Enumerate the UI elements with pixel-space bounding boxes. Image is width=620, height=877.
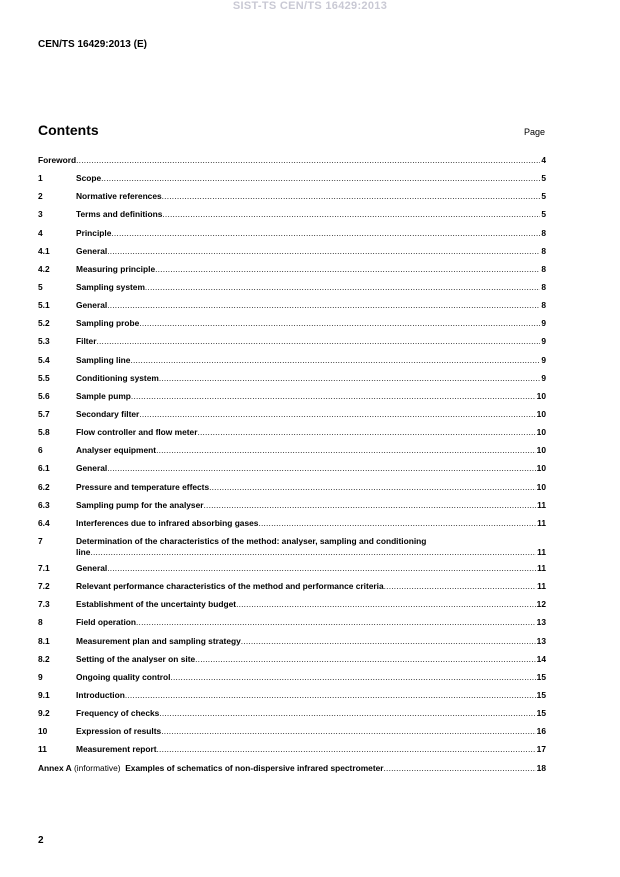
toc-number: 5.4 bbox=[38, 354, 50, 365]
toc-number: 7.1 bbox=[38, 562, 50, 573]
toc-entry[interactable] bbox=[38, 282, 546, 300]
toc-title: Pressure and temperature effects bbox=[76, 481, 210, 492]
toc-page-number: 9 bbox=[541, 354, 546, 365]
toc-entry[interactable] bbox=[38, 708, 546, 726]
toc-number: 6.2 bbox=[38, 481, 50, 492]
dot-leader bbox=[131, 391, 536, 401]
dot-leader bbox=[107, 463, 535, 473]
toc-entry[interactable] bbox=[38, 409, 546, 427]
toc-title: General bbox=[76, 562, 108, 573]
toc-entry[interactable] bbox=[38, 563, 546, 581]
toc-title: Conditioning system bbox=[76, 372, 159, 383]
toc-title: Measurement plan and sampling strategy bbox=[76, 635, 241, 646]
toc-entry[interactable] bbox=[38, 482, 546, 500]
toc-title: Flow controller and flow meter bbox=[76, 427, 198, 438]
toc-title: Interferences due to infrared absorbing gases bbox=[76, 517, 259, 528]
toc-entry[interactable] bbox=[38, 300, 546, 318]
toc-page-number: 15 bbox=[536, 671, 546, 682]
toc-title: Foreword bbox=[38, 155, 77, 165]
page-column-label: Page bbox=[523, 127, 545, 137]
toc-title: Terms and definitions bbox=[76, 209, 163, 220]
toc-page-number: 11 bbox=[537, 581, 546, 592]
toc-title: Determination of the characteristics of the method: analyser, sampling and conditioning bbox=[76, 535, 427, 546]
toc-page-number: 17 bbox=[536, 744, 546, 755]
toc-page-number: 10 bbox=[536, 390, 546, 401]
toc-title: Principle bbox=[76, 227, 112, 238]
toc-entry[interactable] bbox=[38, 518, 546, 536]
toc-entry[interactable] bbox=[38, 391, 546, 409]
dot-leader bbox=[156, 445, 536, 455]
toc-entry[interactable] bbox=[38, 373, 546, 391]
dot-leader bbox=[130, 355, 540, 365]
toc-entry[interactable] bbox=[38, 191, 546, 209]
toc-title: General bbox=[76, 463, 108, 474]
toc-title: General bbox=[76, 300, 108, 311]
toc-page-number: 5 bbox=[541, 191, 546, 202]
toc-entry-annex-a[interactable] bbox=[38, 763, 546, 781]
toc-number: 4.2 bbox=[38, 263, 50, 274]
dot-leader bbox=[197, 427, 535, 437]
toc-number: 10 bbox=[38, 726, 48, 737]
toc-page-number: 13 bbox=[536, 635, 546, 646]
toc-title: Sampling line bbox=[76, 354, 131, 365]
toc-page-number: 15 bbox=[536, 689, 546, 700]
toc-entry[interactable] bbox=[38, 427, 546, 445]
toc-title: Sampling probe bbox=[76, 318, 140, 329]
annex-title: Examples of schematics of non-dispersive infrared spectrometer bbox=[125, 762, 384, 773]
toc-title: Setting of the analyser on site bbox=[76, 653, 196, 664]
toc-page-number: 11 bbox=[537, 499, 546, 510]
toc-entry[interactable] bbox=[38, 654, 546, 672]
toc-title: Field operation bbox=[76, 617, 137, 628]
table-of-contents bbox=[38, 155, 546, 781]
toc-title: Frequency of checks bbox=[76, 708, 160, 719]
dot-leader bbox=[139, 409, 535, 419]
dot-leader bbox=[157, 744, 536, 754]
toc-entry[interactable] bbox=[38, 617, 546, 635]
toc-number: 7 bbox=[38, 535, 43, 546]
toc-page-number: 9 bbox=[541, 336, 546, 347]
dot-leader bbox=[162, 209, 540, 219]
toc-page-number: 10 bbox=[536, 445, 546, 456]
dot-leader bbox=[96, 336, 540, 346]
dot-leader bbox=[236, 599, 536, 609]
toc-number: 2 bbox=[38, 191, 43, 202]
dot-leader bbox=[136, 617, 536, 627]
dot-leader bbox=[90, 547, 536, 558]
toc-entry[interactable] bbox=[38, 581, 546, 599]
toc-number: 6.1 bbox=[38, 463, 50, 474]
toc-title: Filter bbox=[76, 336, 97, 347]
toc-page-number: 18 bbox=[536, 762, 546, 773]
toc-entry[interactable] bbox=[38, 690, 546, 708]
toc-number: 5.2 bbox=[38, 318, 50, 329]
toc-page-number: 16 bbox=[536, 726, 546, 737]
toc-entry[interactable] bbox=[38, 209, 546, 227]
toc-entry[interactable] bbox=[38, 318, 546, 336]
dot-leader bbox=[107, 300, 540, 310]
toc-number: 5.5 bbox=[38, 372, 50, 383]
toc-title: Normative references bbox=[76, 191, 162, 202]
toc-entry[interactable] bbox=[38, 445, 546, 463]
toc-number: 8.2 bbox=[38, 653, 50, 664]
toc-title-continued: line bbox=[76, 546, 91, 557]
toc-title: Ongoing quality control bbox=[76, 671, 171, 682]
toc-title: Secondary filter bbox=[76, 408, 140, 419]
toc-number: 11 bbox=[38, 744, 47, 755]
dot-leader bbox=[76, 155, 540, 165]
dot-leader bbox=[258, 518, 536, 528]
toc-entry[interactable] bbox=[38, 155, 546, 173]
toc-number: 3 bbox=[38, 209, 43, 220]
toc-number: 5.7 bbox=[38, 408, 50, 419]
toc-page-number: 11 bbox=[537, 517, 546, 528]
dot-leader bbox=[139, 318, 540, 328]
toc-number: 6.4 bbox=[38, 517, 50, 528]
toc-page-number: 10 bbox=[536, 408, 546, 419]
toc-number: 6.3 bbox=[38, 499, 50, 510]
toc-number: 4.1 bbox=[38, 245, 50, 256]
dot-leader bbox=[162, 191, 541, 201]
toc-page-number: 14 bbox=[536, 653, 546, 664]
dot-leader bbox=[159, 373, 541, 383]
toc-number: 5.8 bbox=[38, 427, 50, 438]
toc-page-number: 8 bbox=[541, 245, 546, 256]
annex-label: Annex A bbox=[38, 762, 72, 773]
toc-title: Establishment of the uncertainty budget bbox=[76, 599, 237, 610]
toc-number: 6 bbox=[38, 445, 43, 456]
toc-page-number: 4 bbox=[541, 155, 546, 165]
toc-page-number: 8 bbox=[541, 263, 546, 274]
dot-leader bbox=[170, 672, 535, 682]
toc-number: 4 bbox=[38, 227, 43, 238]
toc-number: 5.1 bbox=[38, 300, 50, 311]
dot-leader bbox=[195, 654, 536, 664]
toc-title: Sample pump bbox=[76, 390, 131, 401]
toc-page-number: 8 bbox=[541, 227, 546, 238]
toc-page-number: 10 bbox=[536, 463, 546, 474]
toc-number: 1 bbox=[38, 173, 43, 184]
dot-leader bbox=[209, 482, 536, 492]
toc-page-number: 8 bbox=[541, 281, 546, 292]
toc-title: Analyser equipment bbox=[76, 445, 157, 456]
toc-entry[interactable] bbox=[38, 336, 546, 354]
toc-page-number: 10 bbox=[536, 427, 546, 438]
annex-note: (informative) bbox=[74, 762, 121, 773]
toc-entry[interactable] bbox=[38, 500, 546, 518]
toc-number: 8 bbox=[38, 617, 43, 628]
dot-leader bbox=[384, 763, 536, 773]
toc-entry[interactable] bbox=[38, 463, 546, 481]
toc-title: Sampling system bbox=[76, 281, 145, 292]
toc-number: 9 bbox=[38, 671, 43, 682]
toc-entry[interactable] bbox=[38, 726, 546, 744]
toc-page-number: 5 bbox=[541, 209, 546, 220]
toc-title: Measuring principle bbox=[76, 263, 156, 274]
dot-leader bbox=[125, 690, 536, 700]
watermark: SIST-TS CEN/TS 16429:2013 bbox=[232, 0, 388, 12]
toc-number: 5 bbox=[38, 281, 43, 292]
toc-entry[interactable] bbox=[38, 264, 546, 282]
dot-leader bbox=[111, 228, 540, 238]
toc-title: Scope bbox=[76, 173, 102, 184]
toc-page-number: 11 bbox=[537, 562, 546, 573]
toc-page-number: 13 bbox=[536, 617, 546, 628]
dot-leader bbox=[204, 500, 537, 510]
toc-page-number: 8 bbox=[541, 300, 546, 311]
toc-number: 7.3 bbox=[38, 599, 50, 610]
toc-page-number: 9 bbox=[541, 372, 546, 383]
toc-entry[interactable] bbox=[38, 173, 546, 191]
dot-leader bbox=[107, 563, 536, 573]
toc-title: Introduction bbox=[76, 689, 125, 700]
dot-leader bbox=[384, 581, 536, 591]
document-id: CEN/TS 16429:2013 (E) bbox=[38, 39, 147, 50]
toc-title: Expression of results bbox=[76, 726, 162, 737]
toc-number: 8.1 bbox=[38, 635, 50, 646]
toc-entry[interactable] bbox=[38, 536, 546, 563]
page-number: 2 bbox=[38, 835, 44, 846]
toc-entry[interactable] bbox=[38, 672, 546, 690]
dot-leader bbox=[107, 246, 540, 256]
toc-title: General bbox=[76, 245, 108, 256]
contents-heading: Contents bbox=[38, 122, 99, 138]
dot-leader bbox=[241, 636, 536, 646]
toc-title: Measurement report bbox=[76, 744, 157, 755]
dot-leader bbox=[145, 282, 540, 292]
toc-entry[interactable] bbox=[38, 744, 546, 762]
dot-leader bbox=[155, 264, 540, 274]
toc-number: 5.6 bbox=[38, 390, 50, 401]
dot-leader bbox=[101, 173, 540, 183]
toc-page-number: 5 bbox=[541, 173, 546, 184]
toc-title: Sampling pump for the analyser bbox=[76, 499, 204, 510]
dot-leader bbox=[161, 726, 535, 736]
toc-number: 9.1 bbox=[38, 689, 50, 700]
toc-number: 9.2 bbox=[38, 708, 50, 719]
toc-number: 7.2 bbox=[38, 581, 50, 592]
toc-entry[interactable] bbox=[38, 599, 546, 617]
toc-entry[interactable] bbox=[38, 228, 546, 246]
toc-entry[interactable] bbox=[38, 636, 546, 654]
toc-page-number: 11 bbox=[537, 546, 546, 557]
toc-number: 5.3 bbox=[38, 336, 50, 347]
toc-page-number: 12 bbox=[536, 599, 546, 610]
dot-leader bbox=[159, 708, 535, 718]
toc-page-number: 10 bbox=[536, 481, 546, 492]
toc-entry[interactable] bbox=[38, 246, 546, 264]
toc-title: Relevant performance characteristics of the method and performance criteria bbox=[76, 581, 384, 592]
toc-entry[interactable] bbox=[38, 355, 546, 373]
toc-page-number: 15 bbox=[536, 708, 546, 719]
toc-page-number: 9 bbox=[541, 318, 546, 329]
